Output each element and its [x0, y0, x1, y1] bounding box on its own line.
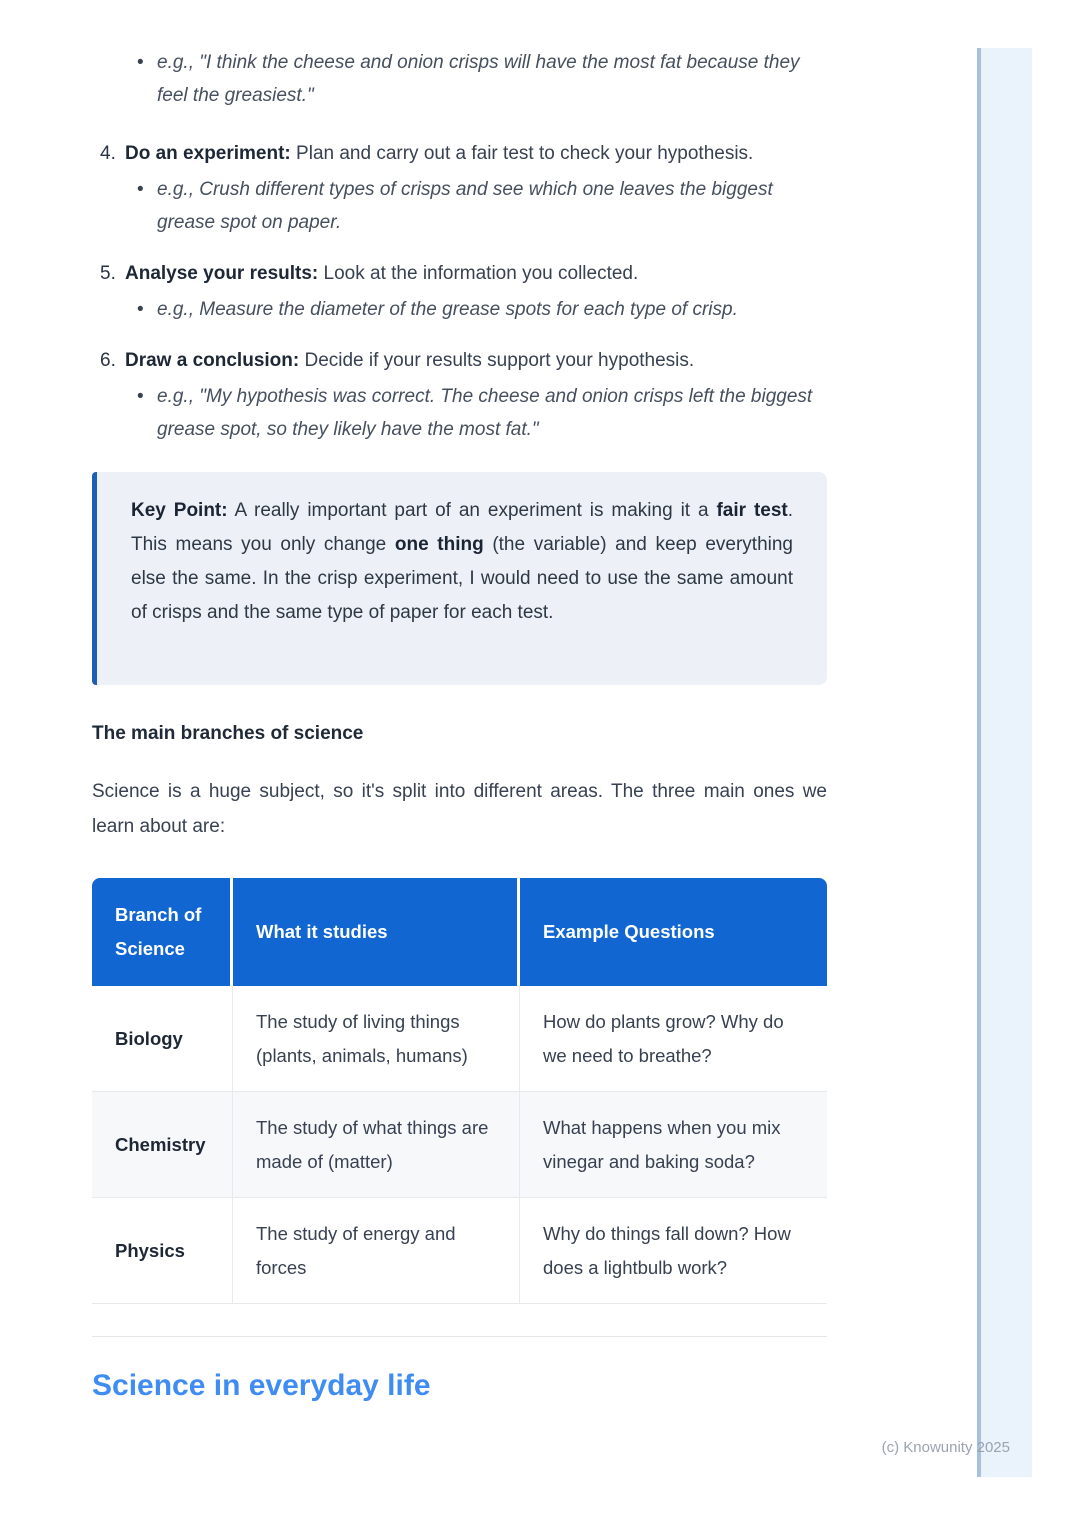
next-section-heading: Science in everyday life	[92, 1369, 431, 1402]
step-number: 5.	[100, 263, 116, 284]
cell-branch: Physics	[92, 1198, 233, 1303]
step-text	[125, 257, 827, 290]
table-row	[92, 1198, 827, 1304]
hypothesis-example-bullet	[92, 46, 827, 112]
step-description: Plan and carry out a fair test to check your hypothesis.	[296, 143, 754, 164]
table-header-branch: Branch of Science	[92, 878, 233, 986]
step-label: Draw a conclusion:	[125, 350, 300, 371]
cell-questions: What happens when you mix vinegar and baking soda?	[543, 1116, 781, 1172]
table-row	[92, 1092, 827, 1198]
key-point-label: Key Point:	[131, 500, 228, 521]
cell-studies: The study of energy and forces	[233, 1198, 520, 1303]
cell-questions: How do plants grow? Why do we need to breathe?	[543, 1010, 784, 1066]
key-point-bold: fair test	[716, 500, 788, 521]
step-example-bullet	[125, 173, 827, 239]
document-content	[92, 0, 827, 1425]
step-example-bullet	[125, 380, 827, 446]
step-analyse-results	[92, 257, 827, 326]
step-text	[125, 344, 827, 377]
step-label: Analyse your results:	[125, 263, 319, 284]
step-number: 6.	[100, 350, 116, 371]
cell-studies: The study of living things (plants, animals, humans)	[233, 986, 520, 1091]
step-text	[125, 137, 827, 170]
step-example-text: e.g., Crush different types of crisps and see which one leaves the biggest grease spot on paper.	[157, 179, 773, 233]
cell-questions: Why do things fall down? How does a lightbulb work?	[543, 1222, 791, 1278]
branches-heading: The main branches of science	[92, 723, 364, 744]
bullet-icon: •	[137, 386, 144, 407]
key-point-segment: . This means you only change	[131, 500, 794, 555]
table-header-studies: What it studies	[233, 878, 520, 986]
branches-intro-paragraph: Science is a huge subject, so it's split into different areas. The three main ones we learn about are:	[92, 781, 827, 837]
table-header-questions: Example Questions	[520, 878, 827, 986]
key-point-text	[131, 494, 793, 630]
step-draw-conclusion	[92, 344, 827, 446]
key-point-segment: (the variable) and keep everything else the same. In the crisp experiment, I would need to use the same amount of crisps and the same type of paper for each test.	[131, 534, 793, 623]
bullet-icon: •	[137, 52, 144, 73]
branches-table	[92, 878, 827, 1304]
step-example-text: e.g., "My hypothesis was correct. The cheese and onion crisps left the biggest grease spot, so they likely have the most fat."	[157, 386, 813, 440]
right-scroll-strip[interactable]	[977, 48, 1032, 1477]
section-divider	[92, 1336, 827, 1337]
key-point-callout	[92, 472, 827, 685]
hypothesis-example-text: e.g., "I think the cheese and onion crisps will have the most fat because they feel the greasiest."	[157, 52, 800, 106]
cell-branch: Chemistry	[92, 1092, 233, 1197]
copyright-watermark: (c) Knowunity 2025	[881, 1439, 1010, 1456]
cell-studies: The study of what things are made of (matter)	[233, 1092, 520, 1197]
step-do-an-experiment	[92, 137, 827, 239]
step-description: Look at the information you collected.	[323, 263, 639, 284]
step-label: Do an experiment:	[125, 143, 291, 164]
step-description: Decide if your results support your hypothesis.	[304, 350, 695, 371]
key-point-bold: one thing	[394, 534, 484, 555]
table-header-row	[92, 878, 827, 986]
table-row	[92, 986, 827, 1092]
key-point-segment: A really important part of an experiment is making it a	[234, 500, 709, 521]
step-example-bullet	[125, 293, 827, 326]
step-example-text: e.g., Measure the diameter of the grease spots for each type of crisp.	[157, 299, 738, 320]
bullet-icon: •	[137, 179, 144, 200]
cell-branch: Biology	[92, 986, 233, 1091]
bullet-icon: •	[137, 299, 144, 320]
step-number: 4.	[100, 143, 116, 164]
